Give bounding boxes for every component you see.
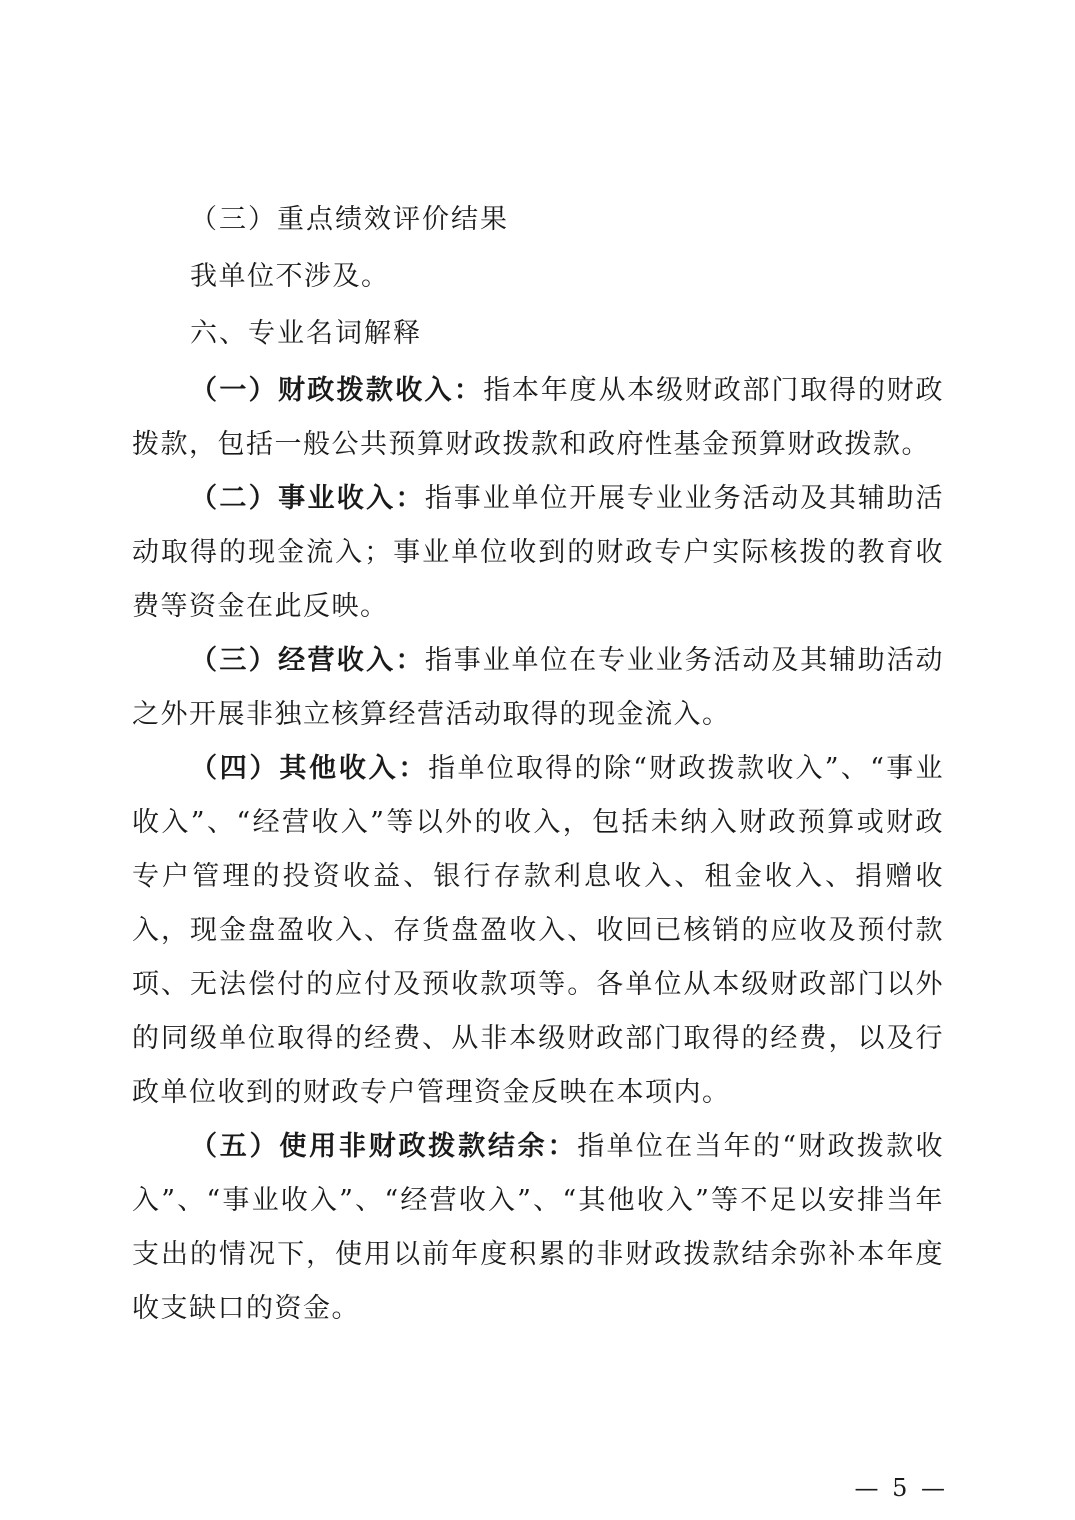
document-body	[132, 190, 944, 1336]
page-number: — 5 —	[854, 1474, 948, 1502]
glossary-definition: 指单位在当年的“财政拨款收入”、“事业收入”、“经营收入”、“其他收入”等不足以安排当年支出的情况下，使用以前年度积累的非财政拨款结余弥补本年度收支缺口的资金。	[132, 1131, 945, 1324]
glossary-definition: 指事业单位在专业业务活动及其辅助活动之外开展非独立核算经营活动取得的现金流入。	[132, 645, 945, 730]
subsection-body-not-applicable: 我单位不涉及。	[190, 261, 390, 292]
glossary-definition: 指本年度从本级财政部门取得的财政拨款，包括一般公共预算财政拨款和政府性基金预算财政拨款。	[132, 375, 945, 460]
subsection-heading-key-evaluation: （三）重点绩效评价结果	[190, 204, 509, 235]
glossary-item	[132, 364, 944, 472]
glossary-definition: 指单位取得的除“财政拨款收入”、“事业收入”、“经营收入”等以外的收入，包括未纳入财政预算或财政专户管理的投资收益、银行存款利息收入、租金收入、捐赠收入，现金盘盈收入、存货盘盈收入、收回已核销的应收及预付款项、无法偿付的应付及预收款项等。各单位从本级财政部门以外的同级单位取得的经费、从非本级财政部门取得的经费，以及行政单位收到的财政专户管理资金反映在本项内。	[132, 753, 944, 1108]
glossary-item	[132, 742, 944, 1120]
glossary-term: （二）事业收入：	[190, 483, 425, 514]
glossary-term: （三）经营收入：	[190, 645, 425, 676]
glossary-term: （一）财政拨款收入：	[190, 375, 484, 406]
glossary-definition: 指事业单位开展专业业务活动及其辅助活动取得的现金流入；事业单位收到的财政专户实际核拨的教育收费等资金在此反映。	[132, 483, 945, 622]
glossary-item	[132, 634, 944, 742]
glossary-item	[132, 472, 944, 634]
glossary-term: （五）使用非财政拨款结余：	[190, 1131, 578, 1162]
glossary-term: （四）其他收入：	[190, 753, 429, 784]
glossary-item	[132, 1120, 944, 1336]
section-heading-glossary: 六、专业名词解释	[190, 318, 422, 349]
